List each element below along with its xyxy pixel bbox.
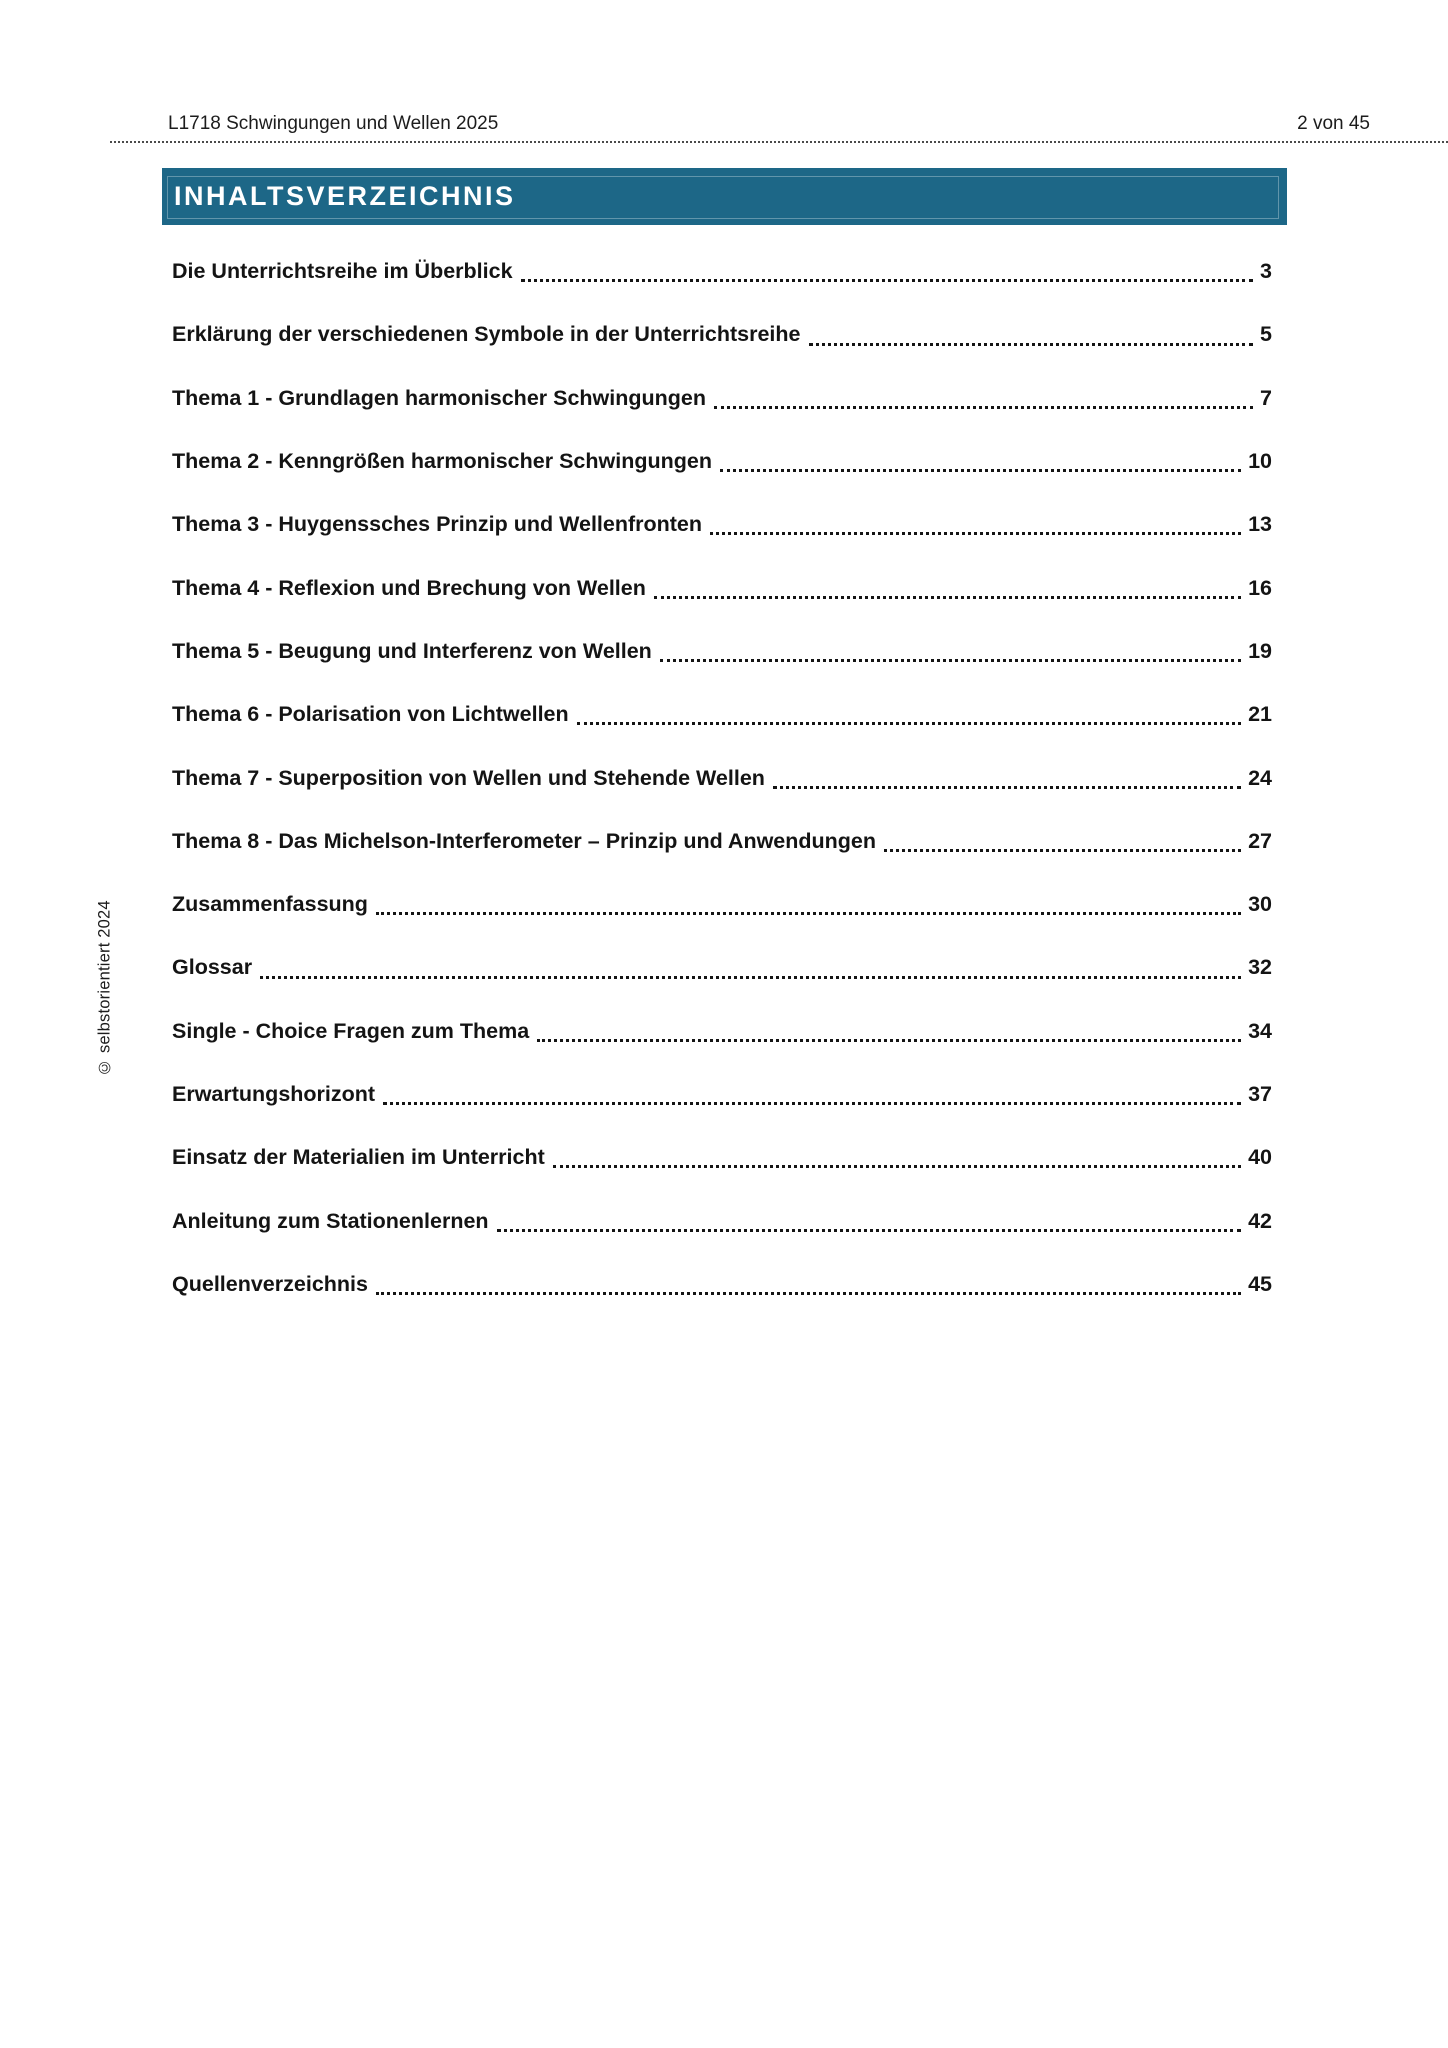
toc-leader-dots (714, 406, 1253, 409)
toc-leader-dots (521, 279, 1254, 282)
toc-entry-label: Anleitung zum Stationenlernen (172, 1208, 489, 1233)
page-header (168, 112, 1370, 136)
toc-entry[interactable] (172, 1189, 1272, 1252)
toc-entry[interactable] (172, 303, 1272, 366)
toc-entry-page-number: 32 (1248, 955, 1272, 980)
toc-entry-page-number: 21 (1248, 702, 1272, 727)
toc-banner (162, 168, 1287, 225)
toc-entry[interactable] (172, 620, 1272, 683)
toc-leader-dots (376, 1292, 1241, 1295)
toc-entry-label: Erklärung der verschiedenen Symbole in der Unterrichtsreihe (172, 322, 801, 347)
toc-entry-label: Glossar (172, 955, 253, 980)
toc-leader-dots (260, 976, 1241, 979)
toc-entry-page-number: 24 (1248, 765, 1272, 790)
toc-entry-label: Einsatz der Materialien im Unterricht (172, 1145, 545, 1170)
toc-entry-label: Erwartungshorizont (172, 1082, 376, 1106)
toc-entry-label: Thema 5 - Beugung und Interferenz von Wellen (172, 638, 652, 663)
toc-entry-page-number: 19 (1248, 638, 1272, 663)
toc-entry-label: Thema 4 - Reflexion und Brechung von Wellen (172, 575, 646, 600)
toc-entry-label: Quellenverzeichnis (172, 1271, 368, 1296)
toc-entry-label: Single - Choice Fragen zum Thema (172, 1018, 530, 1043)
page-number: 2 von 45 (1297, 113, 1370, 134)
toc-leader-dots (376, 912, 1241, 915)
toc-entry[interactable] (172, 873, 1272, 936)
toc-entry[interactable] (172, 493, 1272, 556)
toc-entry[interactable] (172, 556, 1272, 619)
toc-entry[interactable] (172, 936, 1272, 999)
toc-leader-dots (537, 1039, 1241, 1042)
toc-entry[interactable] (172, 240, 1272, 303)
toc-entry[interactable] (172, 1126, 1272, 1189)
copyright-note: © selbstorientiert 2024 (95, 900, 114, 1077)
toc-leader-dots (720, 469, 1241, 472)
toc-entry[interactable] (172, 1253, 1272, 1316)
toc-entry-page-number: 27 (1248, 828, 1272, 853)
toc-entry[interactable] (172, 1000, 1272, 1063)
toc-entry-page-number: 16 (1248, 575, 1272, 600)
toc-banner-title: INHALTSVERZEICHNIS (174, 181, 516, 211)
toc-leader-dots (383, 1102, 1241, 1105)
table-of-contents (172, 240, 1272, 1316)
toc-entry-page-number: 10 (1248, 449, 1272, 474)
toc-leader-dots (884, 849, 1241, 852)
toc-entry[interactable] (172, 1063, 1272, 1126)
toc-entry-page-number: 13 (1248, 512, 1272, 537)
toc-entry-label: Thema 3 - Huygenssches Prinzip und Wellenfronten (172, 512, 703, 537)
toc-entry-label: Die Unterrichtsreihe im Überblick (172, 259, 513, 284)
toc-entry[interactable] (172, 746, 1272, 809)
document-title: L1718 Schwingungen und Wellen 2025 (168, 113, 499, 134)
toc-leader-dots (773, 786, 1241, 789)
toc-entry-page-number: 45 (1248, 1271, 1272, 1296)
toc-leader-dots (553, 1165, 1241, 1168)
toc-leader-dots (710, 532, 1241, 535)
toc-entry[interactable] (172, 367, 1272, 430)
toc-leader-dots (497, 1229, 1242, 1232)
toc-entry-label: Thema 6 - Polarisation von Lichtwellen (172, 702, 569, 727)
toc-entry[interactable] (172, 683, 1272, 746)
toc-entry-page-number: 34 (1248, 1018, 1272, 1043)
toc-entry-label: Thema 2 - Kenngrößen harmonischer Schwingungen (172, 449, 712, 474)
toc-leader-dots (809, 343, 1254, 346)
toc-entry-page-number: 30 (1248, 892, 1272, 917)
toc-entry-label: Zusammenfassung (172, 892, 368, 917)
toc-entry[interactable] (172, 430, 1272, 493)
toc-leader-dots (660, 659, 1241, 662)
toc-entry-page-number: 42 (1248, 1208, 1272, 1233)
toc-entry-page-number: 7 (1260, 385, 1272, 410)
toc-entry-label: Thema 8 - Das Michelson-Interferometer – Prinzip und Anwendungen (172, 828, 877, 853)
toc-leader-dots (654, 596, 1241, 599)
header-divider (110, 141, 1448, 143)
toc-entry-label: Thema 1 - Grundlagen harmonischer Schwingungen (172, 385, 706, 410)
toc-leader-dots (577, 722, 1241, 725)
toc-entry[interactable] (172, 810, 1272, 873)
toc-entry-label: Thema 7 - Superposition von Wellen und Stehende Wellen (172, 765, 765, 790)
toc-entry-page-number: 3 (1260, 259, 1272, 284)
toc-entry-page-number: 5 (1260, 322, 1272, 347)
toc-entry-page-number: 40 (1248, 1145, 1272, 1170)
toc-entry-page-number: 37 (1248, 1082, 1272, 1106)
